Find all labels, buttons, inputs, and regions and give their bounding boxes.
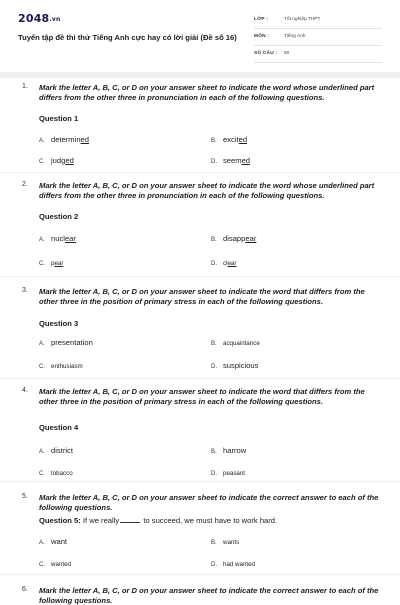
option-a[interactable] [39,338,93,347]
option-a[interactable] [39,234,76,243]
option-text: clear [223,260,237,267]
option-c[interactable] [39,156,74,165]
option-text: suspicious [223,361,259,370]
question-label: Question 4 [39,423,79,432]
option-text: wants [223,539,240,546]
option-text: had wanted [223,561,255,568]
option-b[interactable] [211,135,247,144]
question-separator [0,378,400,379]
option-d[interactable] [211,361,258,370]
logo-text: 2048 [18,12,50,25]
option-letter: B. [211,341,217,347]
option-letter: B. [211,237,217,243]
meta-value: Tiếng Anh [284,34,306,39]
option-c[interactable] [39,559,71,568]
meta-value: 50 [284,51,290,56]
option-b[interactable] [211,234,256,243]
question-number: 2. [22,181,28,188]
option-d[interactable] [211,156,250,165]
option-text: peasant [223,470,246,477]
option-letter: D. [211,159,217,165]
option-letter: A. [39,138,45,144]
option-text: judged [51,156,74,165]
question-label: Question 1 [39,114,79,123]
question-number: 1. [22,83,28,90]
question-separator [0,481,400,482]
option-text: enthusiasm [51,363,83,370]
meta-info [254,14,382,65]
option-letter: D. [211,471,217,477]
question-separator [0,276,400,277]
option-a[interactable] [39,446,73,455]
meta-label: MÔN : [254,34,270,39]
option-b[interactable] [211,537,239,546]
site-logo[interactable] [18,12,60,25]
option-d[interactable] [211,559,255,568]
option-text: pear [51,260,64,267]
option-text: seemed [223,156,251,165]
option-letter: C. [39,159,45,165]
option-text: tobacco [51,470,73,477]
option-text: want [51,537,68,546]
option-letter: D. [211,261,217,267]
question-instruction: Mark the letter A, B, C, or D on your answer sheet to indicate the correct answer to each of the following questions. [39,493,379,512]
option-text: disappear [223,234,257,243]
option-a[interactable] [39,537,67,546]
option-c[interactable] [39,468,73,477]
question-label [39,516,277,525]
meta-row-subject [254,31,382,46]
question-label: Question 3 [39,319,79,328]
option-c[interactable] [39,361,83,370]
question-number: 5. [22,493,28,500]
option-text: determined [51,135,89,144]
option-letter: A. [39,540,45,546]
option-letter: A. [39,237,45,243]
option-text: presentation [51,338,93,347]
option-c[interactable] [39,258,63,267]
logo-suffix: .vn [49,16,61,23]
option-text: district [51,446,73,455]
page-header [0,0,400,74]
option-text: harrow [223,446,247,455]
option-b[interactable] [211,338,260,347]
question-label-text: Question 5: [39,516,81,525]
question-instruction: Mark the letter A, B, C, or D on your answer sheet to indicate the word that differs from the other three in the position of primary stress in each of the following questions. [39,287,365,306]
meta-row-class [254,14,382,29]
question-instruction: Mark the letter A, B, C, or D on your answer sheet to indicate the correct answer to each of the following questions. [39,586,379,605]
option-text: excited [223,135,248,144]
sentence-before: If we really [82,516,120,525]
option-letter: A. [39,341,45,347]
option-b[interactable] [211,446,246,455]
option-a[interactable] [39,135,89,144]
meta-label: SỐ CÂU : [254,51,278,56]
meta-row-count [254,48,382,63]
question-number: 4. [22,387,28,394]
question-instruction: Mark the letter A, B, C, or D on your answer sheet to indicate the word whose underlined part differs from the other three in pronunciation in each of the following questions. [39,181,375,200]
option-d[interactable] [211,468,245,477]
meta-label: LỚP : [254,17,269,22]
option-letter: C. [39,471,45,477]
option-letter: D. [211,562,217,568]
option-d[interactable] [211,258,236,267]
question-instruction: Mark the letter A, B, C, or D on your answer sheet to indicate the word that differs from the other three in the position of primary stress in each of the following questions. [39,387,365,406]
option-text: wanted [51,561,71,568]
option-letter: A. [39,449,45,455]
option-letter: B. [211,449,217,455]
question-number: 3. [22,287,28,294]
document-title: Tuyển tập đề thi thử Tiếng Anh cực hay có lời giải (Đề số 16) [18,33,237,42]
question-label: Question 2 [39,212,79,221]
question-separator [0,574,400,575]
answer-blank [120,516,140,523]
meta-value: Tốt nghiệp THPT [284,17,321,22]
option-letter: C. [39,261,45,267]
option-text: nuclear [51,234,76,243]
header-divider [0,72,400,78]
option-letter: B. [211,540,217,546]
question-number: 6. [22,586,28,593]
sentence-after: to succeed, we must have to work hard. [143,516,278,525]
question-separator [0,172,400,173]
option-letter: C. [39,364,45,370]
option-letter: D. [211,364,217,370]
option-letter: B. [211,138,217,144]
question-instruction: Mark the letter A, B, C, or D on your answer sheet to indicate the word whose underlined part differs from the other three in pronunciation in each of the following questions. [39,83,375,102]
option-letter: C. [39,562,45,568]
option-text: acquaintance [223,340,260,347]
